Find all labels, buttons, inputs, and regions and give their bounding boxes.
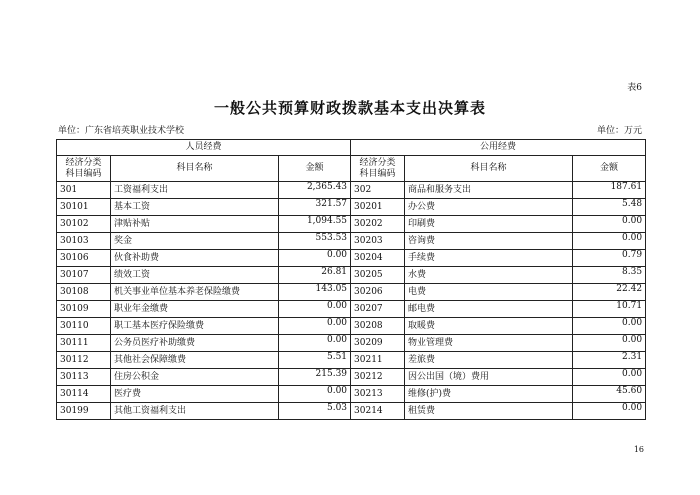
- amount-cell: 8.35: [573, 267, 646, 284]
- economic-code-cell: 30205: [351, 267, 405, 284]
- item-name-cell: 租赁费: [405, 403, 573, 420]
- amount-cell: 5.03: [279, 403, 351, 420]
- item-name-cell: 咨询费: [405, 233, 573, 250]
- item-name-cell: 邮电费: [405, 301, 573, 318]
- item-name-cell: 基本工资: [111, 199, 279, 216]
- economic-code-cell: 30106: [57, 250, 111, 267]
- amount-cell: 26.81: [279, 267, 351, 284]
- item-name-cell: 职业年金缴费: [111, 301, 279, 318]
- item-name-cell: 职工基本医疗保险缴费: [111, 318, 279, 335]
- table-row: [57, 352, 646, 369]
- economic-code-cell: 30114: [57, 386, 111, 403]
- economic-code-cell: 30199: [57, 403, 111, 420]
- page-number: 16: [633, 445, 644, 454]
- item-name-cell: 手续费: [405, 250, 573, 267]
- economic-code-cell: 30213: [351, 386, 405, 403]
- economic-code-cell: 30102: [57, 216, 111, 233]
- item-name-cell: 绩效工资: [111, 267, 279, 284]
- item-name-cell: 商品和服务支出: [405, 182, 573, 199]
- economic-code-cell: 302: [351, 182, 405, 199]
- economic-code-cell: 30111: [57, 335, 111, 352]
- economic-code-cell: 30202: [351, 216, 405, 233]
- item-name-cell: 公务员医疗补助缴费: [111, 335, 279, 352]
- amount-cell: 0.00: [573, 233, 646, 250]
- table-row: [57, 182, 646, 199]
- amount-cell: 2,365.43: [279, 182, 351, 199]
- economic-code-cell: 30214: [351, 403, 405, 420]
- amount-cell: 0.00: [573, 335, 646, 352]
- amount-cell: 45.60: [573, 386, 646, 403]
- amount-cell: 1,094.55: [279, 216, 351, 233]
- economic-code-cell: 30206: [351, 284, 405, 301]
- item-name-cell: 维修(护)费: [405, 386, 573, 403]
- economic-code-cell: 30209: [351, 335, 405, 352]
- item-name-cell: 取暖费: [405, 318, 573, 335]
- column-header-amount: 金额: [573, 156, 646, 182]
- economic-code-cell: 30103: [57, 233, 111, 250]
- table-row: [57, 301, 646, 318]
- page-title: 一般公共预算财政拨款基本支出决算表: [213, 99, 486, 117]
- amount-cell: 143.05: [279, 284, 351, 301]
- amount-cell: 0.00: [573, 369, 646, 386]
- amount-cell: 2.31: [573, 352, 646, 369]
- economic-code-cell: 30203: [351, 233, 405, 250]
- item-name-cell: 水费: [405, 267, 573, 284]
- amount-cell: 553.53: [279, 233, 351, 250]
- item-name-cell: 机关事业单位基本养老保险缴费: [111, 284, 279, 301]
- column-header-code: 经济分类 科目编码: [57, 156, 111, 182]
- amount-cell: 0.00: [279, 386, 351, 403]
- reporting-unit: 单位：广东省培英职业技术学校: [58, 126, 185, 136]
- item-name-cell: 物业管理费: [405, 335, 573, 352]
- amount-cell: 5.48: [573, 199, 646, 216]
- amount-cell: 0.79: [573, 250, 646, 267]
- table-row: [57, 403, 646, 420]
- amount-cell: 0.00: [279, 318, 351, 335]
- column-header-code: 经济分类 科目编码: [351, 156, 405, 182]
- amount-cell: 10.71: [573, 301, 646, 318]
- table-row: [57, 267, 646, 284]
- amount-cell: 5.51: [279, 352, 351, 369]
- economic-code-cell: 30201: [351, 199, 405, 216]
- economic-code-cell: 30108: [57, 284, 111, 301]
- item-name-cell: 其他社会保障缴费: [111, 352, 279, 369]
- column-header-amount: 金额: [279, 156, 351, 182]
- economic-code-cell: 30212: [351, 369, 405, 386]
- economic-code-cell: 30112: [57, 352, 111, 369]
- economic-code-cell: 30107: [57, 267, 111, 284]
- economic-code-cell: 30109: [57, 301, 111, 318]
- item-name-cell: 工资福利支出: [111, 182, 279, 199]
- table-row: [57, 335, 646, 352]
- table-row: [57, 250, 646, 267]
- table-number: 表6: [627, 83, 642, 93]
- economic-code-cell: 30208: [351, 318, 405, 335]
- table-row: [57, 216, 646, 233]
- currency-unit: 单位：万元: [596, 126, 642, 136]
- amount-cell: 0.00: [573, 216, 646, 233]
- item-name-cell: 电费: [405, 284, 573, 301]
- economic-code-cell: 30101: [57, 199, 111, 216]
- economic-code-cell: 30204: [351, 250, 405, 267]
- economic-code-cell: 30207: [351, 301, 405, 318]
- economic-code-cell: 30113: [57, 369, 111, 386]
- table-row: [57, 318, 646, 335]
- amount-cell: 0.00: [279, 335, 351, 352]
- table-row: [57, 284, 646, 301]
- amount-cell: 0.00: [279, 250, 351, 267]
- item-name-cell: 津贴补贴: [111, 216, 279, 233]
- item-name-cell: 住房公积金: [111, 369, 279, 386]
- amount-cell: 22.42: [573, 284, 646, 301]
- item-name-cell: 因公出国（境）费用: [405, 369, 573, 386]
- item-name-cell: 办公费: [405, 199, 573, 216]
- table-row: [57, 369, 646, 386]
- amount-cell: 0.00: [573, 403, 646, 420]
- item-name-cell: 印刷费: [405, 216, 573, 233]
- amount-cell: 321.57: [279, 199, 351, 216]
- item-name-cell: 差旅费: [405, 352, 573, 369]
- table-row: [57, 233, 646, 250]
- item-name-cell: 其他工资福利支出: [111, 403, 279, 420]
- table-row: [57, 386, 646, 403]
- economic-code-cell: 301: [57, 182, 111, 199]
- item-name-cell: 奖金: [111, 233, 279, 250]
- item-name-cell: 医疗费: [111, 386, 279, 403]
- section-header-public: 公用经费: [351, 140, 646, 156]
- amount-cell: 0.00: [573, 318, 646, 335]
- economic-code-cell: 30211: [351, 352, 405, 369]
- amount-cell: 187.61: [573, 182, 646, 199]
- item-name-cell: 伙食补助费: [111, 250, 279, 267]
- table-row: [57, 199, 646, 216]
- column-header-name: 科目名称: [405, 156, 573, 182]
- amount-cell: 215.39: [279, 369, 351, 386]
- section-header-personnel: 人员经费: [57, 140, 351, 156]
- expenditure-table: [56, 139, 646, 420]
- economic-code-cell: 30110: [57, 318, 111, 335]
- amount-cell: 0.00: [279, 301, 351, 318]
- column-header-name: 科目名称: [111, 156, 279, 182]
